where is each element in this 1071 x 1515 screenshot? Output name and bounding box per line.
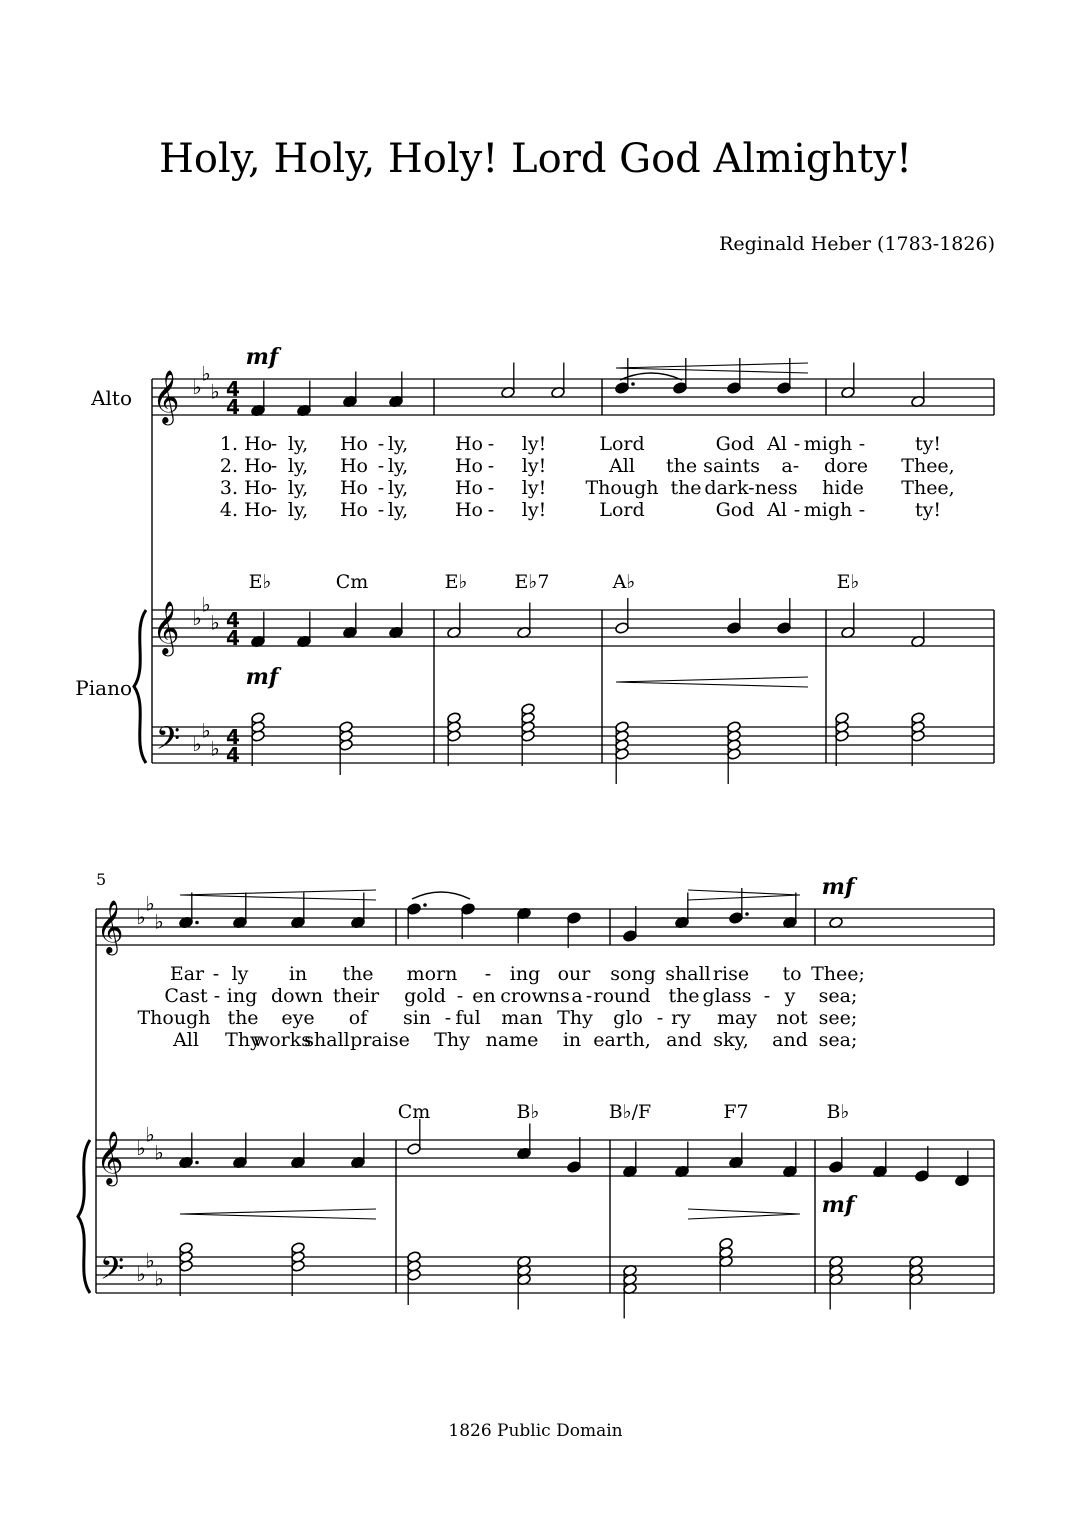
lyric-syllable: hide: [822, 477, 864, 499]
lyric-syllable: -: [377, 455, 385, 477]
chord-symbol: F7: [723, 1101, 749, 1123]
crescendo-hairpin: [616, 677, 808, 687]
notehead: [567, 912, 582, 925]
notehead: [673, 382, 688, 395]
augmentation-dot: [745, 912, 749, 916]
crescendo-hairpin: [616, 363, 808, 373]
lyric-syllable: ly,: [287, 499, 309, 521]
lyric-syllable: -: [487, 433, 495, 455]
lyric-syllable: -: [213, 985, 221, 1007]
lyric-syllable: -: [487, 477, 495, 499]
lyric-syllable: y: [784, 985, 796, 1007]
chord-symbol: E♭: [444, 571, 468, 593]
lyric-syllable: crowns: [500, 985, 570, 1007]
lyric-syllable: sea;: [818, 1029, 858, 1051]
chord-symbol: Cm: [335, 571, 369, 593]
chord-notehead: [447, 712, 462, 725]
chord-symbol: Cm: [397, 1101, 431, 1123]
lyric-syllable: Thy: [434, 1029, 470, 1051]
lyric-syllable: the: [670, 477, 702, 499]
bass-clef-icon: 𝄢: [155, 720, 181, 764]
lyric-syllable: shall: [665, 963, 711, 985]
chord-symbol: E♭: [836, 571, 860, 593]
lyric-syllable: ly,: [287, 455, 309, 477]
lyric-syllable: -: [456, 985, 464, 1007]
chord-notehead: [835, 712, 850, 725]
lyric-syllable: round: [593, 985, 651, 1007]
lyric-syllable: -: [270, 499, 278, 521]
decrescendo-hairpin: [688, 890, 800, 900]
augmentation-dot: [195, 1161, 199, 1165]
lyric-syllable: Ho: [454, 433, 484, 455]
lyric-syllable: in: [288, 963, 308, 985]
notehead: [623, 930, 638, 943]
lyric-syllable: the saints: [666, 455, 760, 477]
lyric-syllable: ry: [671, 1007, 691, 1029]
augmentation-dot: [423, 903, 427, 907]
copyright-footer: 1826 Public Domain: [448, 1421, 623, 1441]
lyric-syllable: 3. Ho: [219, 477, 273, 499]
chord-notehead: [727, 721, 742, 734]
notehead: [777, 622, 792, 635]
lyric-syllable: 4. Ho: [219, 499, 273, 521]
lyric-syllable: God: [715, 499, 755, 521]
lyric-syllable: of: [348, 1007, 368, 1029]
lyric-syllable: -: [377, 433, 385, 455]
lyric-syllable: ly!: [521, 477, 547, 499]
time-signature-bottom: 4: [226, 395, 240, 419]
lyric-syllable: Ho: [339, 477, 369, 499]
notehead: [829, 1161, 844, 1174]
lyric-syllable: rise: [712, 963, 750, 985]
notehead: [727, 382, 742, 395]
notehead: [407, 1143, 422, 1156]
flat-icon: ♭: [201, 361, 211, 386]
lyric-syllable: Though: [585, 477, 659, 499]
lyric-syllable: ly!: [521, 455, 547, 477]
chord-notehead: [339, 721, 354, 734]
time-signature-bottom: 4: [226, 626, 240, 650]
lyric-syllable: -: [858, 499, 866, 521]
lyric-syllable: down: [270, 985, 324, 1007]
flat-icon: ♭: [136, 905, 146, 929]
lyric-syllable: -: [793, 433, 801, 455]
lyric-syllable: Thee,: [901, 455, 955, 477]
lyric-syllable: ly,: [387, 499, 409, 521]
lyric-syllable: 1. Ho: [219, 433, 273, 455]
lyric-syllable: Lord: [599, 499, 645, 521]
measure-number: 5: [96, 870, 107, 889]
lyric-syllable: morn: [406, 963, 458, 985]
chord-symbol: B♭/F: [608, 1101, 652, 1123]
lyric-syllable: and: [772, 1029, 808, 1051]
lyric-syllable: ful: [455, 1007, 481, 1029]
lyric-syllable: All: [609, 455, 635, 477]
augmentation-dot: [195, 921, 199, 925]
chord-notehead: [521, 703, 536, 716]
lyric-syllable: -: [487, 499, 495, 521]
lyric-syllable: earth,: [593, 1029, 651, 1051]
treble-clef-icon: 𝄞: [96, 1130, 124, 1184]
lyric-syllable: Thy: [557, 1007, 593, 1029]
dynamic-mf: mf: [821, 1192, 855, 1218]
lyric-syllable: Al: [767, 433, 787, 455]
lyric-syllable: -: [484, 963, 492, 985]
lyric-syllable: migh: [803, 433, 853, 455]
bass-clef-icon: 𝄢: [99, 1250, 125, 1294]
chord-notehead: [911, 712, 926, 725]
lyric-syllable: -: [585, 985, 593, 1007]
piano-brace: [78, 1140, 90, 1293]
time-signature-bottom: 4: [226, 743, 240, 767]
lyric-syllable: the: [668, 985, 700, 1007]
crescendo-hairpin: [180, 1209, 376, 1219]
chord-notehead: [719, 1237, 734, 1250]
lyric-syllable: ly,: [387, 455, 409, 477]
tie-slur: [412, 892, 470, 899]
lyric-syllable: Ho: [454, 455, 484, 477]
dynamic-mf: mf: [821, 874, 855, 900]
lyric-syllable: Ho: [339, 433, 369, 455]
flat-icon: ♭: [192, 732, 202, 756]
lyric-syllable: Thy: [225, 1029, 261, 1051]
notehead: [915, 1170, 930, 1183]
alto-part-label: Alto: [91, 386, 132, 410]
treble-clef-icon: 𝄞: [152, 600, 180, 654]
lyric-syllable: -: [858, 433, 866, 455]
time-signature-top: 4: [226, 377, 240, 401]
flat-icon: ♭: [154, 1140, 164, 1165]
chord-symbol: A♭: [612, 571, 636, 593]
decrescendo-hairpin: [688, 1209, 800, 1219]
piano-part-label: Piano: [75, 676, 132, 700]
lyric-syllable: man: [501, 1007, 543, 1029]
lyric-syllable: glo: [613, 1007, 643, 1029]
flat-icon: ♭: [145, 1122, 155, 1147]
piano-brace: [134, 610, 146, 763]
notehead: [729, 912, 744, 925]
lyric-syllable: name: [485, 1029, 539, 1051]
flat-icon: ♭: [210, 610, 220, 635]
flat-icon: ♭: [145, 891, 155, 916]
lyric-syllable: the: [342, 963, 374, 985]
flat-icon: ♭: [136, 1262, 146, 1286]
lyric-syllable: Ho: [454, 477, 484, 499]
lyric-syllable: dore: [824, 455, 868, 477]
lyric-syllable: Ho: [339, 455, 369, 477]
lyric-syllable: works: [252, 1029, 312, 1051]
dynamic-mf: mf: [245, 664, 279, 690]
flat-icon: ♭: [210, 379, 220, 404]
lyric-syllable: Ear: [169, 963, 205, 985]
lyric-syllable: ly,: [387, 433, 409, 455]
chord-symbol: E♭7: [514, 571, 550, 593]
notehead: [615, 622, 630, 635]
lyric-syllable: our: [557, 963, 591, 985]
chord-notehead: [291, 1242, 306, 1255]
lyric-syllable: Ho: [339, 499, 369, 521]
augmentation-dot: [631, 382, 635, 386]
lyric-syllable: -: [656, 1007, 664, 1029]
lyric-syllable: -: [270, 477, 278, 499]
chord-notehead: [251, 712, 266, 725]
lyric-syllable: -: [793, 499, 801, 521]
flat-icon: ♭: [145, 1248, 155, 1273]
flat-icon: ♭: [201, 718, 211, 743]
flat-icon: ♭: [154, 1266, 164, 1291]
lyric-syllable: sin: [402, 1007, 432, 1029]
lyric-syllable: see;: [818, 1007, 858, 1029]
lyric-syllable: a: [571, 985, 583, 1007]
time-signature-top: 4: [226, 725, 240, 749]
lyric-syllable: and: [666, 1029, 702, 1051]
lyric-syllable: Ho: [454, 499, 484, 521]
lyric-syllable: -: [487, 455, 495, 477]
flat-icon: ♭: [210, 736, 220, 761]
chord-notehead: [407, 1251, 422, 1264]
chord-notehead: [615, 721, 630, 734]
chord-symbol: E♭: [248, 571, 272, 593]
lyric-syllable: Thee;: [811, 963, 865, 985]
lyric-syllable: Though: [137, 1007, 211, 1029]
lyric-syllable: ing: [226, 985, 258, 1007]
lyric-syllable: a: [781, 455, 793, 477]
flat-icon: ♭: [192, 375, 202, 399]
lyric-syllable: their: [332, 985, 380, 1007]
lyric-syllable: the: [227, 1007, 259, 1029]
lyric-syllable: -: [763, 985, 771, 1007]
lyric-syllable: sea;: [818, 985, 858, 1007]
lyric-syllable: ly,: [287, 433, 309, 455]
notehead: [615, 382, 630, 395]
lyric-syllable: ly: [231, 963, 249, 985]
lyric-syllable: 2. Ho: [219, 455, 273, 477]
lyric-syllable: sky,: [713, 1029, 749, 1051]
crescendo-hairpin: [180, 890, 376, 900]
lyric-syllable: migh: [803, 499, 853, 521]
lyric-syllable: ly!: [521, 499, 547, 521]
treble-clef-icon: 𝄞: [96, 899, 124, 953]
chord-notehead: [179, 1242, 194, 1255]
notehead: [727, 622, 742, 635]
flat-icon: ♭: [136, 1136, 146, 1160]
lyric-syllable: -: [377, 477, 385, 499]
notehead: [777, 382, 792, 395]
lyric-syllable: Lord: [599, 433, 645, 455]
flat-icon: ♭: [192, 606, 202, 630]
lyric-syllable: dark-ness: [704, 477, 798, 499]
lyric-syllable: -: [212, 963, 220, 985]
lyric-syllable: may: [716, 1007, 758, 1029]
lyric-syllable: Thee,: [901, 477, 955, 499]
lyric-syllable: -: [270, 433, 278, 455]
chord-symbol: B♭: [826, 1101, 850, 1123]
lyric-syllable: -: [377, 499, 385, 521]
lyric-syllable: ly!: [521, 433, 547, 455]
notehead: [407, 903, 422, 916]
treble-clef-icon: 𝄞: [152, 369, 180, 423]
lyric-syllable: in: [562, 1029, 582, 1051]
lyric-syllable: gold: [404, 985, 446, 1007]
lyric-syllable: -: [792, 455, 800, 477]
notehead: [461, 903, 476, 916]
chord-symbol: B♭: [516, 1101, 540, 1123]
flat-icon: ♭: [154, 909, 164, 934]
lyric-syllable: eye: [281, 1007, 315, 1029]
lyric-syllable: praise: [350, 1029, 410, 1051]
lyric-syllable: -: [444, 1007, 452, 1029]
lyric-syllable: glass: [702, 985, 752, 1007]
lyric-syllable: Al: [767, 499, 787, 521]
dynamic-mf: mf: [245, 344, 279, 370]
lyric-syllable: ty!: [914, 499, 942, 521]
lyric-syllable: All: [173, 1029, 199, 1051]
lyric-syllable: ty!: [914, 433, 942, 455]
notehead: [567, 1161, 582, 1174]
lyric-syllable: Cast: [164, 985, 208, 1007]
lyric-syllable: song: [610, 963, 656, 985]
lyric-syllable: God: [715, 433, 755, 455]
lyric-syllable: to: [782, 963, 802, 985]
lyric-syllable: shall: [304, 1029, 350, 1051]
flat-icon: ♭: [201, 592, 211, 617]
lyric-syllable: -: [270, 455, 278, 477]
lyric-syllable: ing: [509, 963, 541, 985]
composer-credit: Reginald Heber (1783-1826): [719, 233, 995, 255]
lyric-syllable: ly,: [287, 477, 309, 499]
song-title: Holy, Holy, Holy! Lord God Almighty!: [158, 136, 913, 182]
lyric-syllable: ly,: [387, 477, 409, 499]
lyric-syllable: not: [776, 1007, 808, 1029]
time-signature-top: 4: [226, 608, 240, 632]
lyric-syllable: en: [472, 985, 496, 1007]
